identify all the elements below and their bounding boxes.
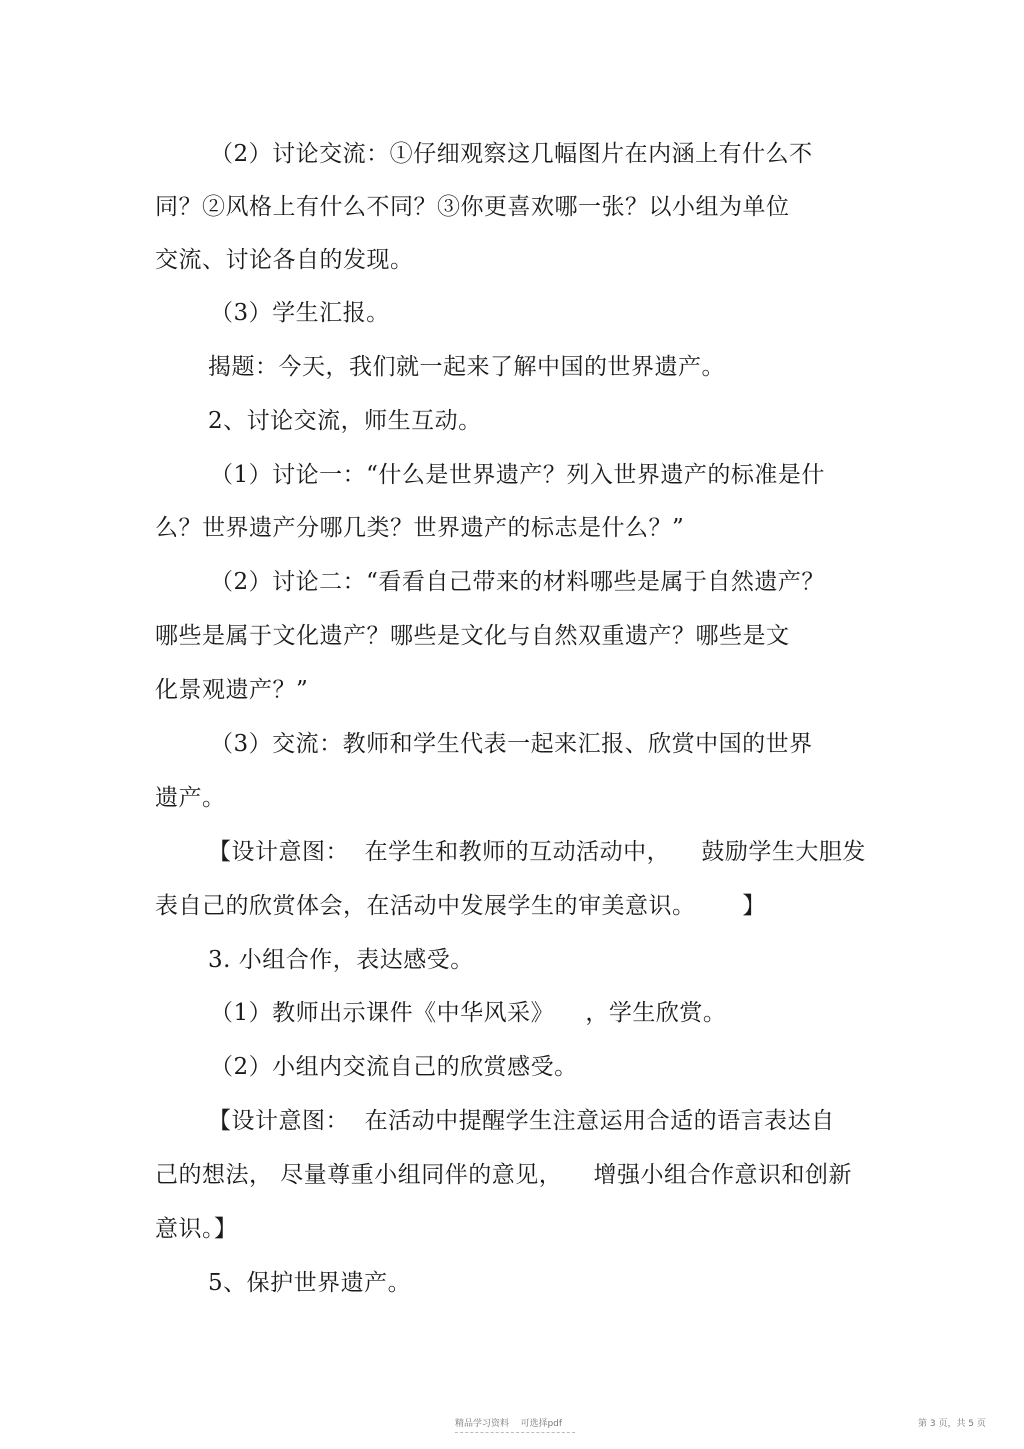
footer-divider [455, 1432, 575, 1433]
text-line: 己的想法， 尽量尊重小组同伴的意见， 增强小组合作意识和创新 [155, 1162, 853, 1188]
text-line: 3. 小组合作，表达感受。 [208, 947, 474, 973]
footer-page-number: 第 3 页，共 5 页 [918, 1419, 986, 1429]
text-line: 么？世界遗产分哪几类？世界遗产的标志是什么？” [155, 515, 685, 541]
text-line: （2）小组内交流自己的欣赏感受。 [210, 1054, 578, 1080]
text-line: 化景观遗产？” [155, 677, 309, 703]
text-line: （2）讨论交流：①仔细观察这几幅图片在内涵上有什么不 [210, 141, 813, 167]
text-line: （1）教师出示课件《中华风采》 ，学生欣赏。 [210, 1000, 727, 1026]
text-line: 意识。】 [155, 1216, 238, 1242]
text-line: 哪些是属于文化遗产？哪些是文化与自然双重遗产？哪些是文 [155, 623, 790, 649]
text-line: 遗产。 [155, 785, 226, 811]
text-line: （1）讨论一：“什么是世界遗产？列入世界遗产的标准是什 [210, 462, 825, 488]
text-line: 交流、讨论各自的发现。 [155, 247, 414, 273]
text-line: 2、讨论交流，师生互动。 [208, 408, 482, 434]
text-line: （3）学生汇报。 [210, 300, 390, 326]
text-line: 表自己的欣赏体会，在活动中发展学生的审美意识。 】 [155, 893, 766, 919]
footer-watermark: 精品学习资料 可选择pdf [455, 1419, 563, 1429]
text-line: 【设计意图： 在活动中提醒学生注意运用合适的语言表达自 [208, 1108, 835, 1134]
text-line: 揭题：今天，我们就一起来了解中国的世界遗产。 [208, 354, 725, 380]
text-line: （3）交流：教师和学生代表一起来汇报、欣赏中国的世界 [210, 731, 813, 757]
text-line: 【设计意图： 在学生和教师的互动活动中， 鼓励学生大胆发 [208, 839, 866, 865]
text-line: （2）讨论二：“看看自己带来的材料哪些是属于自然遗产？ [210, 569, 825, 595]
text-line: 5、保护世界遗产。 [208, 1270, 412, 1296]
text-line: 同？②风格上有什么不同？③你更喜欢哪一张？以小组为单位 [155, 194, 790, 220]
